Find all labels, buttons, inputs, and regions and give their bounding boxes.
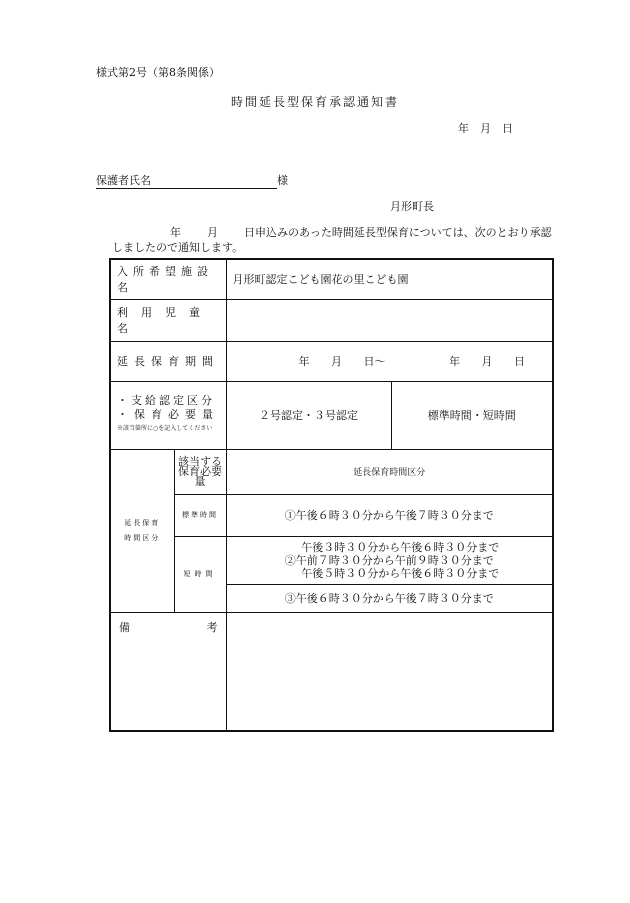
remarks-value[interactable]: [226, 612, 553, 731]
document-title: 時間延長型保育承認通知書: [230, 95, 399, 109]
approval-table: [109, 258, 554, 732]
form-number: 様式第2号（第8条関係）: [96, 66, 220, 79]
care-need-value[interactable]: 標準時間・短時間: [391, 381, 553, 449]
certification-type-value[interactable]: ２号認定・３号認定: [226, 381, 391, 449]
facility-value: 月形町認定こども園花の里こども園: [226, 259, 553, 299]
guardian-name-line: [96, 172, 288, 189]
applicable-need-label-2: 保育必要量: [178, 464, 222, 488]
short-time-option-1: 午後３時３０分から午後６時３０分まで: [301, 540, 500, 554]
remarks-label-2: 考: [206, 620, 218, 634]
body-text-rest: 日申込みのあった時間延長型保育については、次のとおり承認: [244, 226, 552, 239]
standard-time-label: 標準時間: [174, 494, 226, 536]
issue-date: 年 月 日: [458, 122, 513, 135]
facility-label: 入所希望施設名: [110, 259, 226, 299]
body-month: 月: [207, 226, 218, 239]
extension-category-text: 延長保育時間区分: [124, 518, 161, 542]
extension-category-label: [110, 449, 174, 612]
body-text-line-2: しましたので通知します。: [112, 241, 244, 254]
body-year: 年: [170, 226, 181, 239]
certification-label-1: ・支給認定区分: [117, 394, 215, 407]
short-time-option-2: ②午前７時３０分から午前９時３０分まで: [284, 553, 494, 567]
body-text-line-1: [170, 224, 552, 240]
guardian-honorific: 様: [277, 174, 288, 187]
certification-label: [110, 381, 226, 449]
guardian-name-blank[interactable]: [151, 176, 277, 189]
short-time-option-3: 午後５時３０分から午後６時３０分まで: [301, 566, 500, 580]
extension-category-header: 延長保育時間区分: [226, 449, 553, 494]
period-start-year: 年: [298, 355, 310, 368]
period-end-day: 日: [514, 355, 525, 368]
period-end-year: 年: [449, 355, 460, 368]
certification-label-2: ・保育必要量: [117, 408, 219, 421]
short-time-options[interactable]: [226, 536, 553, 584]
period-start-month: 月: [331, 355, 342, 368]
period-label: 延長保育期間: [110, 341, 226, 381]
child-name-value[interactable]: [226, 299, 553, 341]
guardian-name-label: 保護者氏名: [96, 174, 151, 187]
short-time-option-4[interactable]: ③午後６時３０分から午後７時３０分まで: [226, 584, 553, 612]
remarks-label-1: 備: [119, 620, 130, 634]
child-name-label: 利用児童名: [110, 299, 226, 341]
remarks-label: [110, 612, 226, 731]
short-time-label: 短時間: [174, 536, 226, 612]
period-start-day: 日〜: [363, 355, 386, 368]
certification-note: ※該当箇所に○を記入してください: [117, 425, 213, 432]
issuer-name: 月形町長: [390, 200, 434, 213]
standard-time-option[interactable]: ①午後６時３０分から午後７時３０分まで: [226, 494, 553, 536]
applicable-need-label: [174, 449, 226, 494]
period-end-month: 月: [481, 355, 493, 368]
applicable-need-label-1: 該当する: [178, 454, 222, 468]
period-value[interactable]: [226, 341, 553, 381]
